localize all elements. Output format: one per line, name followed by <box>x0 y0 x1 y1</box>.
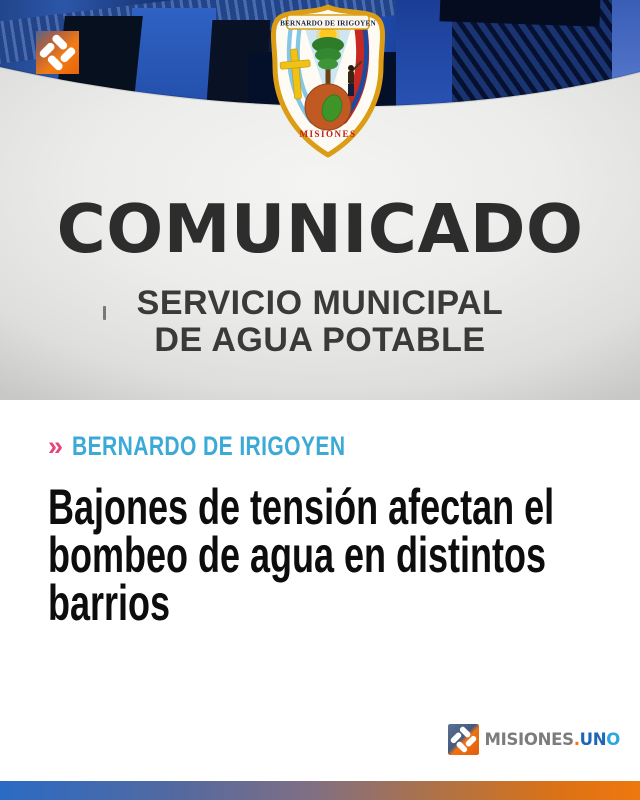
headline-line: Bajones de tensión afectan el <box>48 479 555 535</box>
corner-logo-icon <box>36 30 79 75</box>
bottom-gradient-bar <box>0 781 640 800</box>
section-label: BERNARDO DE IRIGOYEN <box>72 431 346 461</box>
brand-misiones: MISIONES <box>484 730 574 749</box>
poster-subtitle <box>0 285 640 359</box>
poster-subtitle-line2: DE AGUA POTABLE <box>154 321 486 359</box>
headline-line: bombeo de agua en distintos <box>48 527 547 583</box>
brand-wordmark <box>485 730 620 749</box>
brand-o-ring: O <box>606 730 620 749</box>
brand-logo <box>448 724 620 755</box>
section-row <box>48 432 423 462</box>
crest-banner-label: BERNARDO DE IRIGOYEN <box>280 19 376 28</box>
brand-dot: . <box>573 730 580 749</box>
brand-pinwheel-icon <box>448 724 479 755</box>
headline-line: barrios <box>48 575 171 631</box>
article-section <box>0 400 640 781</box>
poster-subtitle-line1: SERVICIO MUNICIPAL <box>136 284 504 322</box>
chevron-marker-icon: » <box>48 431 64 461</box>
hill-and-map <box>305 84 351 130</box>
crest-province-label: MISIONES <box>299 129 357 139</box>
poster-title: COMUNICADO <box>56 190 584 268</box>
municipal-crest <box>262 4 394 158</box>
brand-un: UN <box>579 730 607 749</box>
article-headline <box>48 479 640 631</box>
